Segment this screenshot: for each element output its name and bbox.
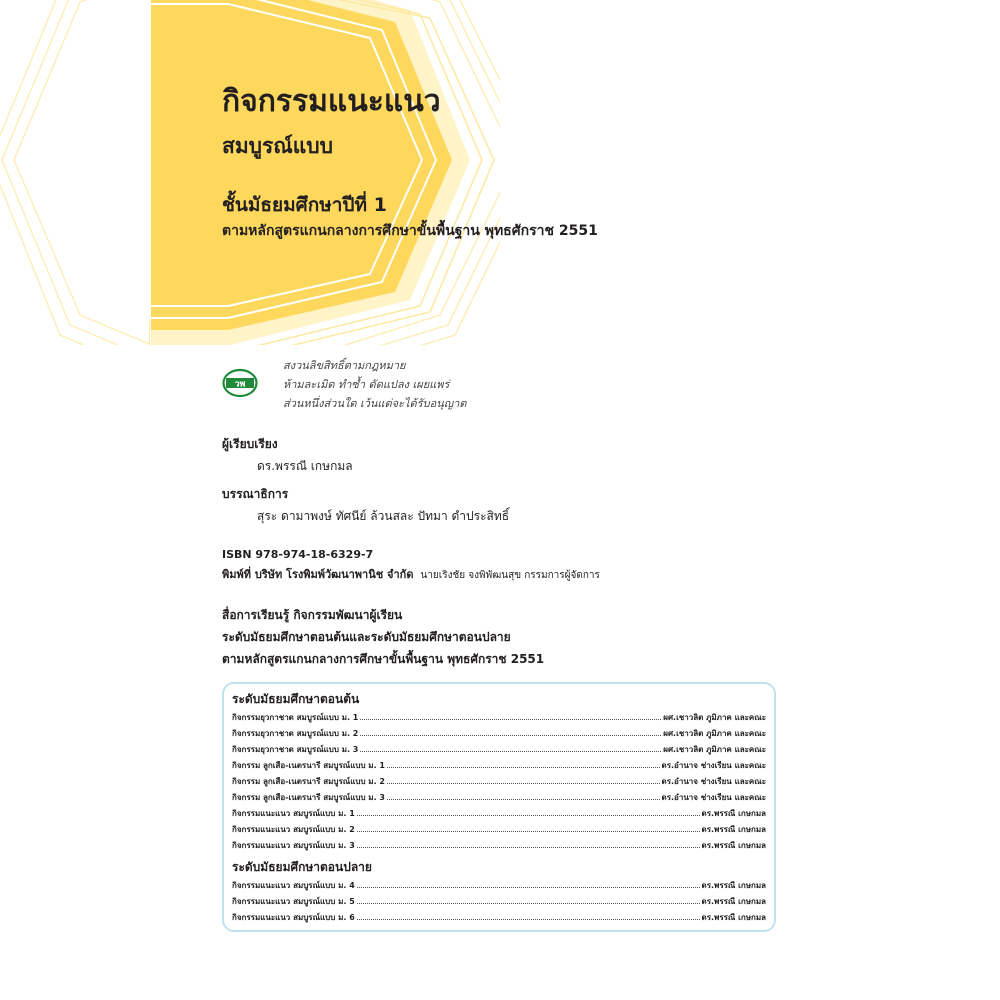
series-line: ตามหลักสูตรแกนกลางการศึกษาขั้นพื้นฐาน พุทธศักราช 2551	[222, 652, 545, 666]
dot-leader	[360, 709, 661, 720]
book-list-box	[222, 682, 776, 932]
book-author: ดร.พรรณี เกษกมล	[701, 809, 766, 818]
printer: พิมพ์ที่ บริษัท โรงพิมพ์วัฒนาพานิช จำกัด	[222, 568, 414, 581]
dot-leader	[357, 893, 700, 904]
copyright-notice	[283, 356, 466, 413]
dot-leader	[357, 837, 700, 848]
book-author: ดร.อำนาจ ช่างเรียน และคณะ	[661, 777, 766, 786]
series-line: ระดับมัธยมศึกษาตอนต้นและระดับมัธยมศึกษาตอนปลาย	[222, 630, 511, 644]
book-list-item	[232, 741, 766, 757]
dot-leader	[360, 741, 661, 752]
book-list-item	[232, 805, 766, 821]
lower-secondary-heading: ระดับมัธยมศึกษาตอนต้น	[232, 692, 360, 706]
dot-leader	[387, 757, 660, 768]
dot-leader	[387, 773, 660, 784]
copyright-line: สงวนลิขสิทธิ์ตามกฎหมาย	[283, 359, 406, 372]
book-list-item	[232, 877, 766, 893]
book-author: ผศ.เชาวลิต ภูมิภาค และคณะ	[663, 745, 766, 754]
compiler-label: ผู้เรียบเรียง	[222, 437, 278, 451]
compiler-name: ดร.พรรณี เกษกมล	[257, 459, 353, 473]
page-title: กิจกรรมแนะแนว	[222, 84, 441, 119]
book-list-item	[232, 709, 766, 725]
dot-leader	[357, 877, 700, 888]
book-author: ดร.พรรณี เกษกมล	[701, 897, 766, 906]
book-title: กิจกรรมยุวกาชาด สมบูรณ์แบบ ม. 2	[232, 729, 359, 738]
book-author: ดร.พรรณี เกษกมล	[701, 881, 766, 890]
book-list-item	[232, 821, 766, 837]
upper-secondary-heading: ระดับมัธยมศึกษาตอนปลาย	[232, 860, 372, 874]
lower-secondary-list	[232, 709, 766, 853]
book-author: ดร.พรรณี เกษกมล	[701, 825, 766, 834]
book-list-item	[232, 837, 766, 853]
grade-level: ชั้นมัธยมศึกษาปีที่ 1	[222, 194, 387, 216]
book-author: ผศ.เชาวลิต ภูมิภาค และคณะ	[663, 729, 766, 738]
copyright-line: ห้ามละเมิด ทำซ้ำ ดัดแปลง เผยแพร่	[283, 378, 450, 391]
book-author: ผศ.เชาวลิต ภูมิภาค และคณะ	[663, 713, 766, 722]
editor-label: บรรณาธิการ	[222, 487, 289, 501]
book-title: กิจกรรมยุวกาชาด สมบูรณ์แบบ ม. 3	[232, 745, 359, 754]
copyright-line: ส่วนหนึ่งส่วนใด เว้นแต่จะได้รับอนุญาต	[283, 397, 467, 410]
editor-names: สุระ ดามาพงษ์ ทัศนีย์ ล้วนสละ ปัทมา ดำประสิทธิ์	[257, 509, 510, 523]
managing-director: นายเริงชัย จงพิพัฒนสุข กรรมการผู้จัดการ	[420, 570, 600, 581]
book-title: กิจกรรม ลูกเสือ-เนตรนารี สมบูรณ์แบบ ม. 1	[232, 761, 385, 770]
book-title: กิจกรรมแนะแนว สมบูรณ์แบบ ม. 2	[232, 825, 355, 834]
book-title: กิจกรรมแนะแนว สมบูรณ์แบบ ม. 3	[232, 841, 355, 850]
upper-secondary-list	[232, 877, 766, 925]
book-list-item	[232, 725, 766, 741]
dot-leader	[357, 805, 700, 816]
isbn: ISBN 978-974-18-6329-7	[222, 548, 374, 561]
book-author: ดร.อำนาจ ช่างเรียน และคณะ	[661, 761, 766, 770]
book-list-item	[232, 909, 766, 925]
book-list-item	[232, 773, 766, 789]
publisher-logo-icon	[222, 368, 258, 398]
book-title: กิจกรรม ลูกเสือ-เนตรนารี สมบูรณ์แบบ ม. 3	[232, 793, 385, 802]
publication-info	[222, 545, 600, 586]
book-title: กิจกรรมแนะแนว สมบูรณ์แบบ ม. 6	[232, 913, 355, 922]
page-subtitle: สมบูรณ์แบบ	[222, 134, 333, 158]
publisher-logo-text: วพ	[234, 379, 246, 390]
dot-leader	[387, 789, 660, 800]
book-title: กิจกรรมแนะแนว สมบูรณ์แบบ ม. 5	[232, 897, 355, 906]
dot-leader	[360, 725, 661, 736]
book-title: กิจกรรม ลูกเสือ-เนตรนารี สมบูรณ์แบบ ม. 2	[232, 777, 385, 786]
hexagon-banner-decoration	[0, 0, 500, 345]
credits-section	[222, 433, 509, 527]
book-list-item	[232, 893, 766, 909]
dot-leader	[357, 909, 700, 920]
book-list-item	[232, 789, 766, 805]
book-author: ดร.พรรณี เกษกมล	[701, 841, 766, 850]
book-title: กิจกรรมยุวกาชาด สมบูรณ์แบบ ม. 1	[232, 713, 359, 722]
series-line: สื่อการเรียนรู้ กิจกรรมพัฒนาผู้เรียน	[222, 608, 403, 622]
book-title: กิจกรรมแนะแนว สมบูรณ์แบบ ม. 4	[232, 881, 355, 890]
book-author: ดร.พรรณี เกษกมล	[701, 913, 766, 922]
curriculum-line: ตามหลักสูตรแกนกลางการศึกษาขั้นพื้นฐาน พุทธศักราช 2551	[222, 223, 598, 239]
book-title: กิจกรรมแนะแนว สมบูรณ์แบบ ม. 1	[232, 809, 355, 818]
book-author: ดร.อำนาจ ช่างเรียน และคณะ	[661, 793, 766, 802]
series-description	[222, 604, 544, 670]
book-list-item	[232, 757, 766, 773]
dot-leader	[357, 821, 700, 832]
